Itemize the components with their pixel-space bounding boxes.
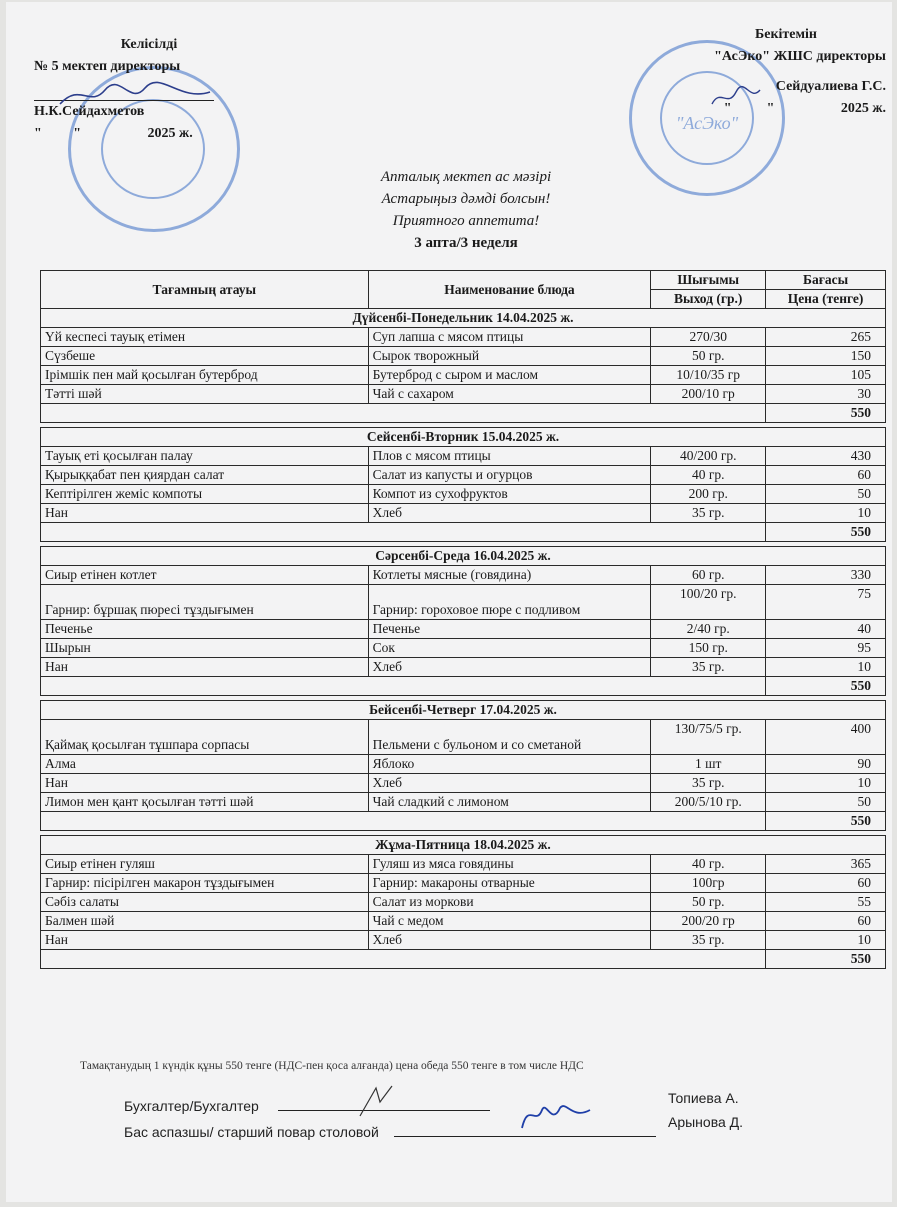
dish-name-ru: Компот из сухофруктов (368, 485, 651, 504)
day-title-row (41, 309, 886, 328)
day-title-row (41, 701, 886, 720)
director-signature (50, 78, 220, 114)
column-header-yield-ru: Выход (гр.) (651, 290, 766, 309)
day-total: 550 (766, 523, 886, 542)
dish-name-kz: Кептірілген жеміс компоты (41, 485, 369, 504)
dish-price: 430 (766, 447, 886, 466)
dish-name-ru: Хлеб (368, 658, 651, 677)
dish-name-ru: Чай с медом (368, 912, 651, 931)
approval-left-position: № 5 мектеп директоры (34, 59, 181, 74)
dish-price: 10 (766, 774, 886, 793)
dish-name-kz: Қаймақ қосылған тұшпара сорпасы (41, 720, 369, 755)
dish-name-ru: Салат из моркови (368, 893, 651, 912)
dish-price: 90 (766, 755, 886, 774)
day-title: Сейсенбі-Вторник 15.04.2025 ж. (41, 428, 886, 447)
dish-price: 50 (766, 793, 886, 812)
dish-name-kz: Сүзбеше (41, 347, 369, 366)
dish-name-kz: Лимон мен қант қосылған тәтті шәй (41, 793, 369, 812)
dish-name-kz: Гарнир: пісірілген макарон тұздығымен (41, 874, 369, 893)
approval-right-position: "АсЭко" ЖШС директоры (714, 49, 886, 64)
dish-price: 30 (766, 385, 886, 404)
column-header-ru: Наименование блюда (368, 271, 651, 309)
cook-name: Арынова Д. (668, 1114, 744, 1130)
dish-name-kz: Тәтті шәй (41, 385, 369, 404)
menu-item-row (41, 366, 886, 385)
day-total-empty (41, 812, 766, 831)
menu-item-row (41, 639, 886, 658)
dish-yield: 60 гр. (651, 566, 766, 585)
accountant-name: Топиева А. (668, 1090, 739, 1106)
dish-yield: 200/10 гр (651, 385, 766, 404)
day-title-row (41, 836, 886, 855)
approval-right-name: Сейдуалиева Г.С. (775, 79, 886, 94)
menu-table-body (41, 271, 886, 969)
day-total-row (41, 812, 886, 831)
cook-signature (516, 1096, 596, 1136)
day-total: 550 (766, 677, 886, 696)
dish-name-kz: Нан (41, 504, 369, 523)
cook-signature-line (394, 1136, 656, 1137)
dish-name-ru: Суп лапша с мясом птицы (368, 328, 651, 347)
dish-name-kz: Қырыққабат пен қиярдан салат (41, 466, 369, 485)
menu-item-row (41, 585, 886, 620)
menu-item-row (41, 755, 886, 774)
dish-name-kz: Үй кеспесі тауық етімен (41, 328, 369, 347)
dish-yield: 200/20 гр (651, 912, 766, 931)
day-total-empty (41, 677, 766, 696)
day-total-empty (41, 523, 766, 542)
day-total-row (41, 404, 886, 423)
dish-name-ru: Сырок творожный (368, 347, 651, 366)
dish-yield: 35 гр. (651, 774, 766, 793)
dish-name-ru: Яблоко (368, 755, 651, 774)
menu-table (40, 270, 886, 969)
cook-label: Бас аспазшы/ старший повар столовой (124, 1124, 379, 1140)
column-header-yield-kz: Шығымы (651, 271, 766, 290)
dish-name-ru: Гарнир: макароны отварные (368, 874, 651, 893)
dish-yield: 35 гр. (651, 658, 766, 677)
approval-left-name: Н.К.Сейдахметов (34, 104, 145, 119)
dish-price: 60 (766, 874, 886, 893)
dish-name-ru: Гарнир: гороховое пюре с подливом (368, 585, 651, 620)
column-header-price-kz: Бағасы (766, 271, 886, 290)
dish-yield: 130/75/5 гр. (651, 720, 766, 755)
menu-item-row (41, 931, 886, 950)
dish-name-ru: Сок (368, 639, 651, 658)
accountant-label: Бухгалтер/Бухгалтер (124, 1098, 259, 1114)
menu-item-row (41, 912, 886, 931)
dish-yield: 10/10/35 гр (651, 366, 766, 385)
dish-price: 60 (766, 466, 886, 485)
dish-price: 150 (766, 347, 886, 366)
day-total: 550 (766, 812, 886, 831)
dish-name-kz: Гарнир: бұршақ пюресі тұздығымен (41, 585, 369, 620)
dish-name-kz: Сиыр етінен гуляш (41, 855, 369, 874)
dish-name-kz: Ірімшік пен май қосылған бутерброд (41, 366, 369, 385)
menu-item-row (41, 466, 886, 485)
approval-right-block (646, 24, 886, 120)
dish-name-kz: Балмен шәй (41, 912, 369, 931)
heading-line-1: Апталық мектеп ас мәзірі (380, 169, 552, 185)
dish-yield: 35 гр. (651, 504, 766, 523)
column-header-kz: Тағамның атауы (41, 271, 369, 309)
menu-item-row (41, 855, 886, 874)
dish-name-ru: Хлеб (368, 931, 651, 950)
dish-yield: 35 гр. (651, 931, 766, 950)
company-stamp-text: "АсЭко" (675, 113, 739, 133)
dish-name-kz: Нан (41, 658, 369, 677)
dish-yield: 100гр (651, 874, 766, 893)
menu-item-row (41, 485, 886, 504)
day-total-row (41, 677, 886, 696)
price-note: Тамақтанудың 1 күндік құны 550 тенге (НДС-пен қоса алғанда) цена обеда 550 тенге в том числе НДС (80, 1060, 584, 1072)
dish-price: 55 (766, 893, 886, 912)
heading-line-3: Приятного аппетита! (392, 213, 540, 229)
menu-item-row (41, 793, 886, 812)
dish-yield: 50 гр. (651, 893, 766, 912)
day-title-row (41, 547, 886, 566)
dish-price: 95 (766, 639, 886, 658)
dish-name-ru: Чай с сахаром (368, 385, 651, 404)
day-total: 550 (766, 404, 886, 423)
day-title: Бейсенбі-Четверг 17.04.2025 ж. (41, 701, 886, 720)
dish-price: 60 (766, 912, 886, 931)
day-total-empty (41, 404, 766, 423)
day-total-row (41, 950, 886, 969)
dish-yield: 40/200 гр. (651, 447, 766, 466)
dish-name-kz: Сәбіз салаты (41, 893, 369, 912)
menu-item-row (41, 385, 886, 404)
dish-name-ru: Пельмени с бульоном и со сметаной (368, 720, 651, 755)
heading-line-2: Астарыңыз дәмді болсын! (381, 191, 551, 207)
dish-name-kz: Нан (41, 931, 369, 950)
dish-name-ru: Салат из капусты и огурцов (368, 466, 651, 485)
day-total-empty (41, 950, 766, 969)
dish-yield: 200 гр. (651, 485, 766, 504)
dish-name-ru: Котлеты мясные (говядина) (368, 566, 651, 585)
menu-document (6, 2, 892, 1202)
approval-left-title: Келісілді (120, 37, 178, 52)
day-title: Жұма-Пятница 18.04.2025 ж. (41, 836, 886, 855)
day-title: Дүйсенбі-Понедельник 14.04.2025 ж. (41, 309, 886, 328)
menu-item-row (41, 893, 886, 912)
dish-name-ru: Бутерброд с сыром и маслом (368, 366, 651, 385)
dish-price: 265 (766, 328, 886, 347)
dish-yield: 150 гр. (651, 639, 766, 658)
dish-name-kz: Сиыр етінен котлет (41, 566, 369, 585)
dish-name-kz: Нан (41, 774, 369, 793)
approval-left-date: " " 2025 ж. (34, 126, 193, 141)
dish-yield: 2/40 гр. (651, 620, 766, 639)
accountant-signature (356, 1082, 396, 1122)
dish-price: 105 (766, 366, 886, 385)
menu-item-row (41, 658, 886, 677)
dish-yield: 270/30 (651, 328, 766, 347)
menu-heading (306, 166, 626, 254)
menu-item-row (41, 328, 886, 347)
approval-right-title: Бекітемін (754, 27, 817, 42)
dish-price: 75 (766, 585, 886, 620)
dish-yield: 100/20 гр. (651, 585, 766, 620)
menu-item-row (41, 874, 886, 893)
dish-price: 40 (766, 620, 886, 639)
dish-name-kz: Печенье (41, 620, 369, 639)
dish-name-ru: Гуляш из мяса говядины (368, 855, 651, 874)
day-total-row (41, 523, 886, 542)
dish-yield: 1 шт (651, 755, 766, 774)
dish-price: 330 (766, 566, 886, 585)
dish-name-ru: Хлеб (368, 774, 651, 793)
dish-yield: 40 гр. (651, 855, 766, 874)
dish-name-kz: Шырын (41, 639, 369, 658)
dish-yield: 50 гр. (651, 347, 766, 366)
table-header-row (41, 271, 886, 290)
dish-price: 50 (766, 485, 886, 504)
day-total: 550 (766, 950, 886, 969)
dish-price: 400 (766, 720, 886, 755)
dish-yield: 40 гр. (651, 466, 766, 485)
dish-name-ru: Хлеб (368, 504, 651, 523)
day-title-row (41, 428, 886, 447)
dish-name-ru: Чай сладкий с лимоном (368, 793, 651, 812)
day-title: Сәрсенбі-Среда 16.04.2025 ж. (41, 547, 886, 566)
company-director-signature (706, 82, 766, 112)
menu-item-row (41, 566, 886, 585)
dish-yield: 200/5/10 гр. (651, 793, 766, 812)
dish-price: 10 (766, 931, 886, 950)
dish-name-ru: Печенье (368, 620, 651, 639)
menu-item-row (41, 774, 886, 793)
dish-price: 365 (766, 855, 886, 874)
dish-price: 10 (766, 658, 886, 677)
menu-item-row (41, 504, 886, 523)
dish-name-kz: Тауық еті қосылған палау (41, 447, 369, 466)
menu-item-row (41, 620, 886, 639)
heading-week: 3 апта/3 неделя (414, 235, 518, 251)
dish-price: 10 (766, 504, 886, 523)
dish-name-ru: Плов с мясом птицы (368, 447, 651, 466)
menu-item-row (41, 720, 886, 755)
column-header-price-ru: Цена (тенге) (766, 290, 886, 309)
approval-right-date: " " 2025 ж. (723, 101, 886, 116)
dish-name-kz: Алма (41, 755, 369, 774)
menu-item-row (41, 347, 886, 366)
menu-item-row (41, 447, 886, 466)
